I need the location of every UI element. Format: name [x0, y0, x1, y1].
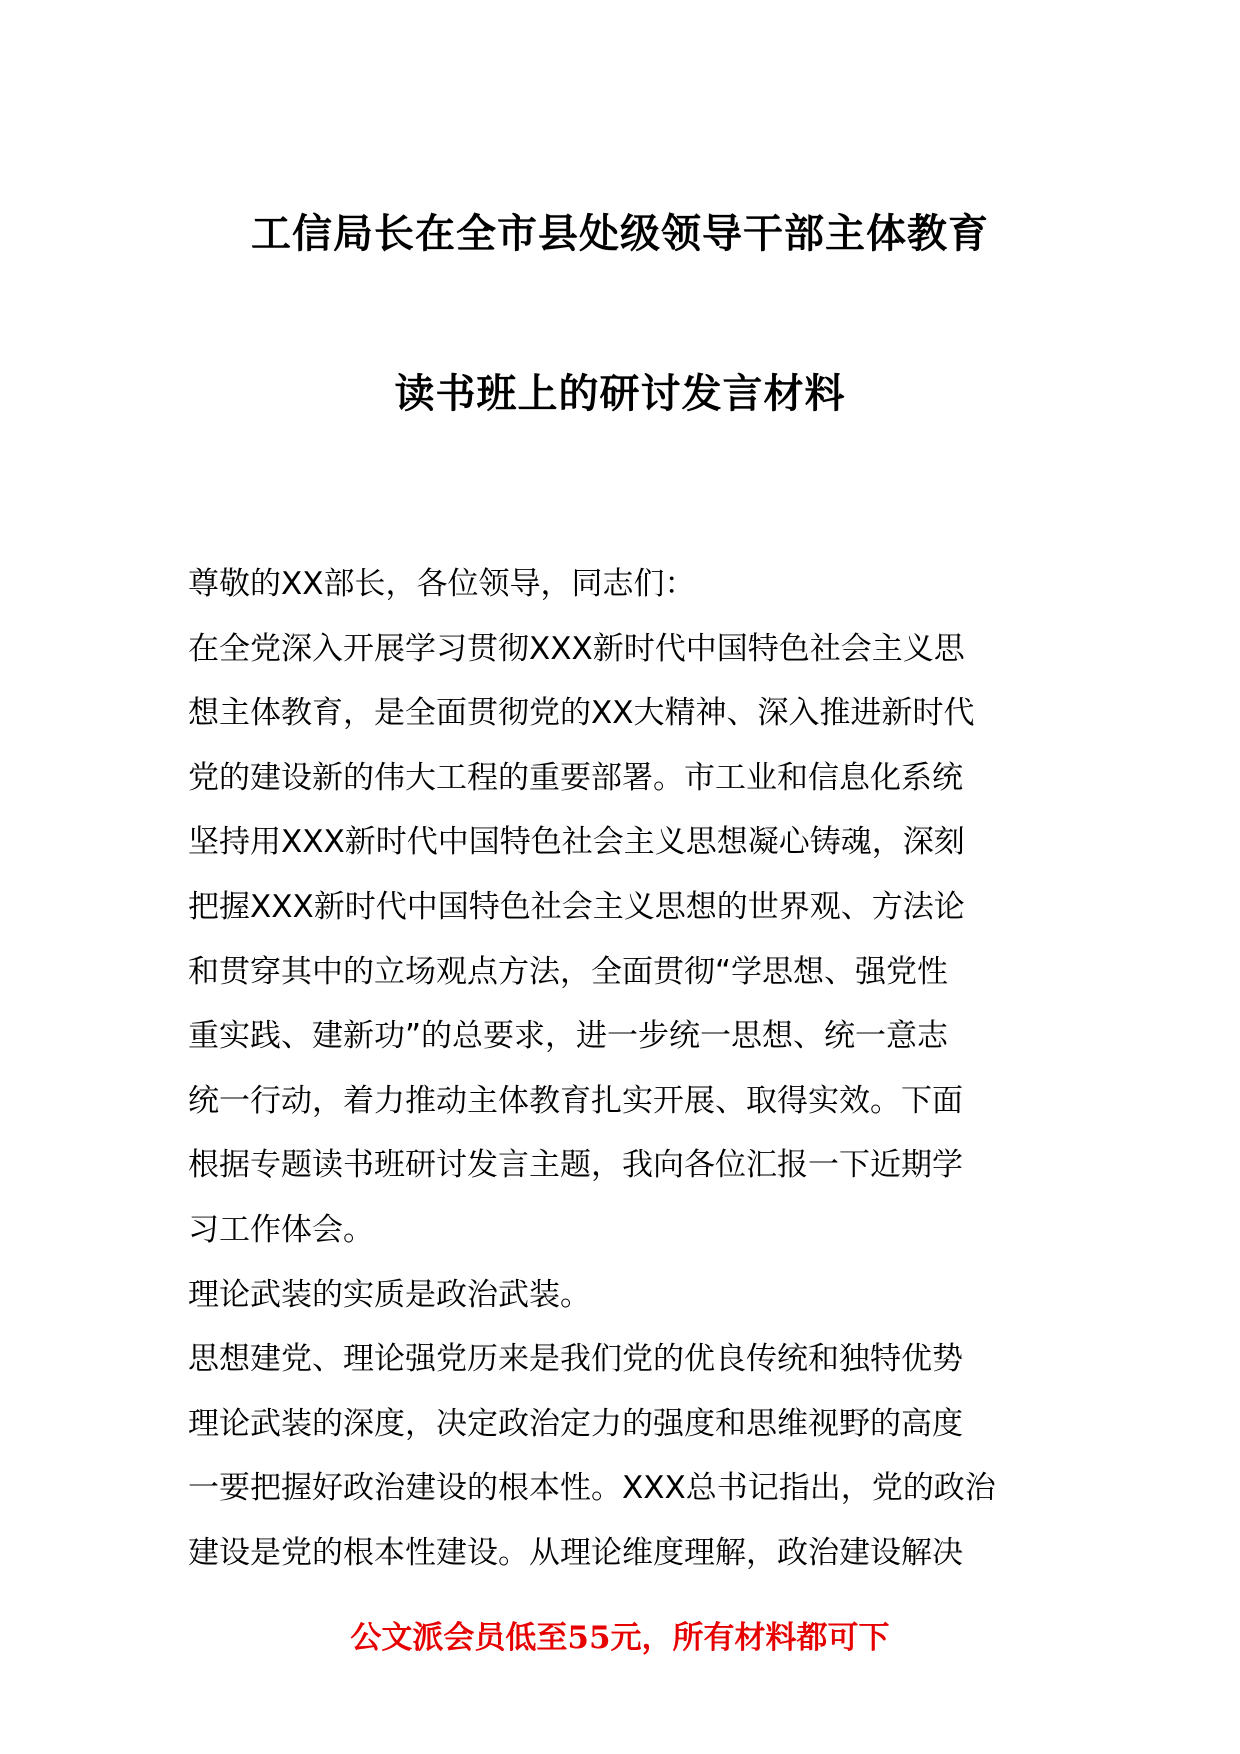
body-line: 思想建党、理论强党历来是我们党的优良传统和独特优势	[188, 1341, 963, 1378]
document-title-line-1: 工信局长在全市县处级领导干部主体教育	[251, 211, 989, 257]
body-line: 理论武装的实质是政治武装。	[188, 1276, 591, 1313]
body-line: 建设是党的根本性建设。从理论维度理解，政治建设解决	[188, 1534, 963, 1571]
body-line: 根据专题读书班研讨发言主题，我向各位汇报一下近期学	[188, 1147, 963, 1184]
body-line: 在全党深入开展学习贯彻XXX新时代中国特色社会主义思	[188, 630, 965, 667]
body-line: 一要把握好政治建设的根本性。XXX总书记指出，党的政治	[188, 1470, 996, 1507]
document-body	[188, 552, 1068, 1586]
body-line: 习工作体会。	[188, 1211, 374, 1248]
body-line: 和贯穿其中的立场观点方法，全面贯彻“学思想、强党性	[188, 953, 949, 990]
body-line: 把握XXX新时代中国特色社会主义思想的世界观、方法论	[188, 888, 965, 925]
body-line: 尊敬的XX部长，各位领导，同志们：	[188, 566, 696, 602]
body-line: 理论武装的深度，决定政治定力的强度和思维视野的高度	[188, 1405, 963, 1442]
footer-promo-text: 公文派会员低至55元，所有材料都可下	[350, 1620, 890, 1656]
body-line: 重实践、建新功”的总要求，进一步统一思想、统一意志	[188, 1018, 949, 1055]
body-line: 想主体教育，是全面贯彻党的XX大精神、深入推进新时代	[188, 695, 975, 732]
body-line: 坚持用XXX新时代中国特色社会主义思想凝心铸魂，深刻	[188, 824, 965, 861]
body-line: 党的建设新的伟大工程的重要部署。市工业和信息化系统	[188, 759, 963, 796]
document-title-line-2: 读书班上的研讨发言材料	[394, 371, 846, 417]
body-line: 统一行动，着力推动主体教育扎实开展、取得实效。下面	[188, 1082, 963, 1119]
